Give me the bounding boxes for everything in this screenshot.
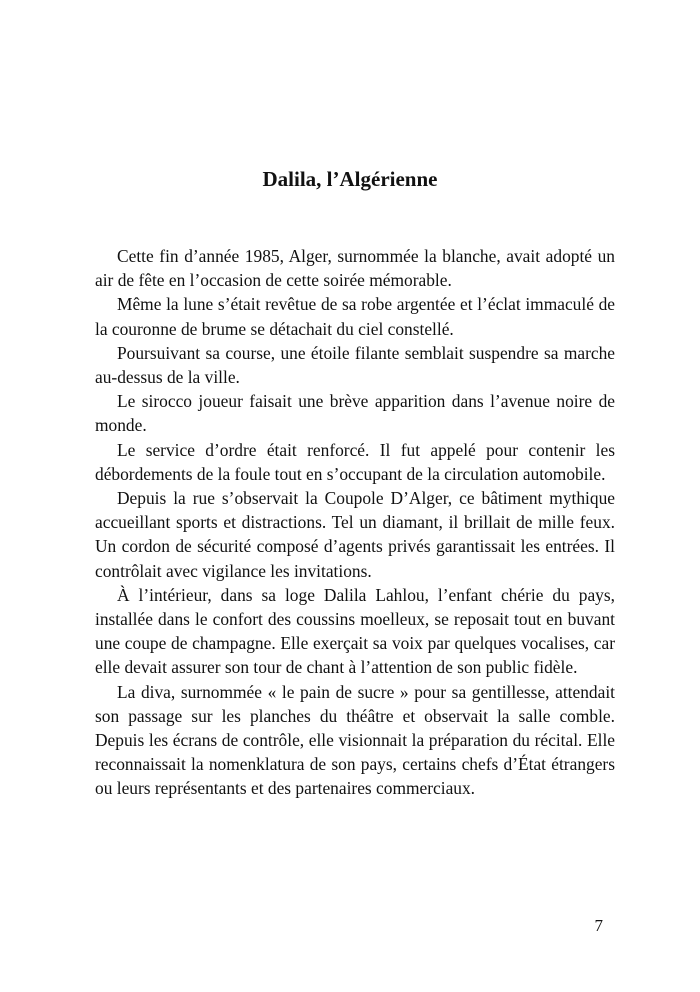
paragraph: Le sirocco joueur faisait une brève apparition dans l’avenue noire de monde. bbox=[95, 391, 615, 436]
paragraph: Même la lune s’était revêtue de sa robe argentée et l’éclat immaculé de la couronne de brume se détachait du ciel constellé. bbox=[95, 294, 615, 339]
chapter-title: Dalila, l’Algérienne bbox=[262, 167, 438, 191]
paragraph: Poursuivant sa course, une étoile filante semblait suspendre sa marche au-dessus de la ville. bbox=[95, 342, 615, 388]
paragraph: La diva, surnommée « le pain de sucre » pour sa gentillesse, attendait son passage sur les planches du théâtre et observait la salle comble. Depuis les écrans de contrôle, elle visionnait la préparation du récital. Elle reconnaissait la nomenklatura de son pays, certains chefs d’État étrangers ou leurs représentants et des partenaires commerciaux. bbox=[95, 681, 615, 799]
paragraph: Le service d’ordre était renforcé. Il fut appelé pour contenir les débordements de la foule tout en s’occupant de la circulation automobile. bbox=[95, 439, 615, 484]
paragraph: À l’intérieur, dans sa loge Dalila Lahlou, l’enfant chérie du pays, installée dans le confort des coussins moelleux, se reposait tout en buvant une coupe de champagne. Elle exerçait sa voix par quelques vocalises, car elle devait assurer son tour de chant à l’attention de son public fidèle. bbox=[95, 584, 615, 678]
chapter-body bbox=[95, 244, 615, 801]
page-number: 7 bbox=[594, 916, 603, 935]
paragraph: Cette fin d’année 1985, Alger, surnommée la blanche, avait adopté un air de fête en l’occasion de cette soirée mémorable. bbox=[95, 246, 615, 291]
paragraph: Depuis la rue s’observait la Coupole D’Alger, ce bâtiment mythique accueillant sports et distractions. Tel un diamant, il brillait de mille feux. Un cordon de sécurité composé d’agents privés garantissait les entrées. Il contrôlait avec vigilance les invitations. bbox=[95, 488, 615, 581]
